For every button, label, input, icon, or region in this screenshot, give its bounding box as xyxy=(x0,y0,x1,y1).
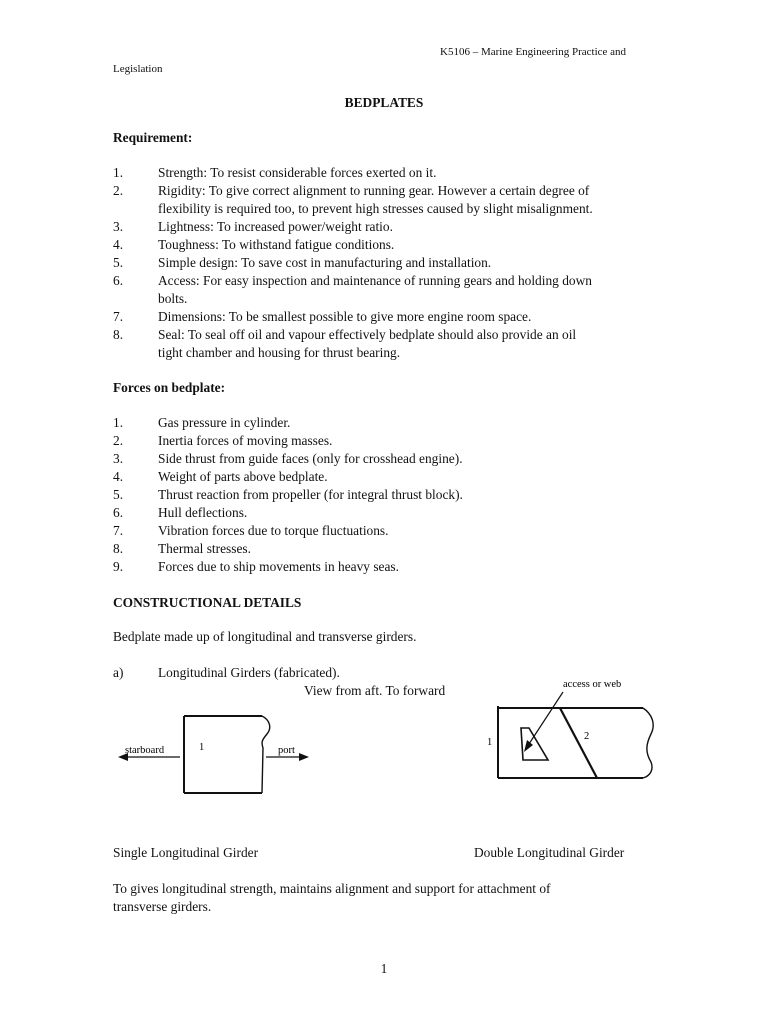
double-girder-caption: Double Longitudinal Girder xyxy=(474,845,625,860)
list-item-text: Dimensions: To be smallest possible to give more engine room space. xyxy=(158,309,532,324)
access-label: access or web xyxy=(563,679,622,690)
list-item-number: 6. xyxy=(113,505,124,520)
list-item-text: Thrust reaction from propeller (for integral thrust block). xyxy=(158,487,463,502)
list-item-text: Access: For easy inspection and maintenance of running gears and holding down xyxy=(158,273,592,288)
subsection-number: a) xyxy=(113,665,124,680)
list-item-number: 8. xyxy=(113,327,124,342)
starboard-label: starboard xyxy=(125,745,165,756)
closing-line-1: To gives longitudinal strength, maintains alignment and support for attachment of xyxy=(113,881,551,896)
list-item-number: 9. xyxy=(113,559,124,574)
subsection-label: Longitudinal Girders (fabricated). xyxy=(158,665,340,680)
list-item-number: 7. xyxy=(113,309,124,324)
list-item-text: Rigidity: To give correct alignment to running gear. However a certain degree of xyxy=(158,183,590,198)
double-girder-outline xyxy=(498,706,653,778)
header-course-line: K5106 – Marine Engineering Practice and xyxy=(440,46,627,58)
list-item-number: 2. xyxy=(113,183,124,198)
list-item-number: 7. xyxy=(113,523,124,538)
list-item-number: 1. xyxy=(113,165,124,180)
list-item-number: 1. xyxy=(113,415,124,430)
list-item-text: Inertia forces of moving masses. xyxy=(158,433,333,448)
list-item-number: 8. xyxy=(113,541,124,556)
list-item-text: bolts. xyxy=(158,291,188,306)
list-item-number: 5. xyxy=(113,255,124,270)
double-girder-number-1: 1 xyxy=(487,737,493,748)
list-item-text: Seal: To seal off oil and vapour effectively bedplate should also provide an oil xyxy=(158,327,577,342)
port-label: port xyxy=(278,745,295,756)
constructional-heading: CONSTRUCTIONAL DETAILS xyxy=(113,595,302,610)
page-number: 1 xyxy=(380,961,388,976)
list-item-number: 3. xyxy=(113,451,124,466)
closing-line-2: transverse girders. xyxy=(113,899,212,914)
header-course-line-continued: Legislation xyxy=(113,63,163,75)
single-girder-number: 1 xyxy=(199,742,205,753)
list-item-number: 4. xyxy=(113,237,124,252)
list-item-text: Toughness: To withstand fatigue conditions. xyxy=(158,237,395,252)
list-item-text: Gas pressure in cylinder. xyxy=(158,415,291,430)
constructional-intro: Bedplate made up of longitudinal and transverse girders. xyxy=(113,629,417,644)
view-note: View from aft. To forward xyxy=(304,683,446,698)
list-item-text: Thermal stresses. xyxy=(158,541,251,556)
access-pointer-line xyxy=(527,692,563,747)
list-item-text: tight chamber and housing for thrust bearing. xyxy=(158,345,401,360)
list-item-text: flexibility is required too, to prevent high stresses caused by slight misalignment. xyxy=(158,201,593,216)
list-item-number: 2. xyxy=(113,433,124,448)
list-item-text: Vibration forces due to torque fluctuations. xyxy=(158,523,389,538)
list-item-text: Forces due to ship movements in heavy seas. xyxy=(158,559,399,574)
list-item-number: 3. xyxy=(113,219,124,234)
list-item-text: Side thrust from guide faces (only for crosshead engine). xyxy=(158,451,463,466)
requirement-heading: Requirement: xyxy=(113,130,193,145)
list-item-text: Simple design: To save cost in manufacturing and installation. xyxy=(158,255,492,270)
page-title: BEDPLATES xyxy=(344,95,424,110)
list-item-number: 4. xyxy=(113,469,124,484)
list-item-text: Lightness: To increased power/weight ratio. xyxy=(158,219,393,234)
list-item-number: 5. xyxy=(113,487,124,502)
list-item-text: Weight of parts above bedplate. xyxy=(158,469,328,484)
single-girder-caption: Single Longitudinal Girder xyxy=(113,845,259,860)
forces-heading: Forces on bedplate: xyxy=(113,380,226,395)
access-pointer-head xyxy=(524,740,533,752)
list-item-number: 6. xyxy=(113,273,124,288)
double-girder-number-2: 2 xyxy=(584,731,590,742)
list-item-text: Hull deflections. xyxy=(158,505,248,520)
list-item-text: Strength: To resist considerable forces exerted on it. xyxy=(158,165,437,180)
